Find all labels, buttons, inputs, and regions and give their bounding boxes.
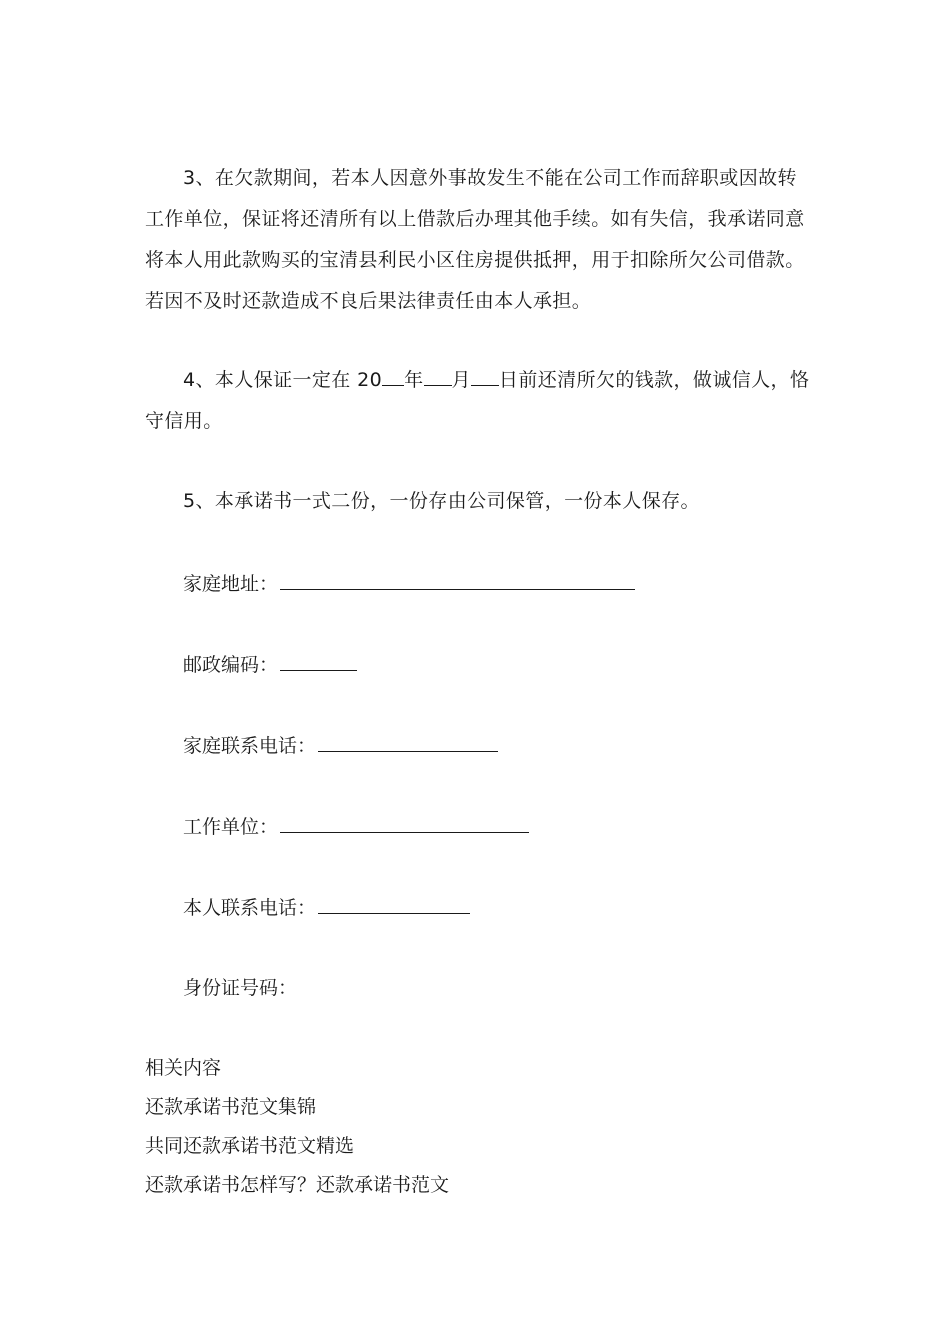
year-blank[interactable] bbox=[382, 367, 404, 386]
home-phone-blank[interactable] bbox=[318, 731, 498, 752]
related-link[interactable]: 共同还款承诺书范文精选 bbox=[145, 1135, 355, 1157]
work-unit-label: 工作单位： bbox=[183, 816, 279, 838]
personal-phone-blank[interactable] bbox=[318, 893, 470, 914]
clause-4-year-label: 年 bbox=[404, 369, 424, 391]
home-phone-label: 家庭联系电话： bbox=[183, 735, 317, 757]
home-address-label: 家庭地址： bbox=[183, 573, 279, 595]
day-blank[interactable] bbox=[471, 367, 499, 386]
postal-code-blank[interactable] bbox=[280, 650, 357, 671]
related-link[interactable]: 还款承诺书范文集锦 bbox=[145, 1096, 317, 1118]
clause-4-prefix: 4、本人保证一定在 20 bbox=[183, 369, 383, 391]
postal-code-field bbox=[183, 650, 357, 678]
id-number-label: 身份证号码： bbox=[183, 977, 298, 999]
work-unit-blank[interactable] bbox=[280, 812, 529, 833]
clause-4-paragraph bbox=[145, 360, 813, 442]
work-unit-field bbox=[183, 812, 529, 840]
home-address-blank[interactable] bbox=[280, 569, 635, 590]
personal-phone-label: 本人联系电话： bbox=[183, 897, 317, 919]
clause-3-paragraph: 3、在欠款期间，若本人因意外事故发生不能在公司工作而辞职或因故转工作单位，保证将还清所有以上借款后办理其他手续。如有失信，我承诺同意将本人用此款购买的宝清县利民小区住房提供抵押，用于扣除所欠公司借款。若因不及时还款造成不良后果法律责任由本人承担。 bbox=[145, 167, 805, 312]
related-link[interactable]: 还款承诺书怎样写？还款承诺书范文 bbox=[145, 1174, 450, 1196]
related-heading: 相关内容 bbox=[145, 1057, 222, 1079]
home-address-field bbox=[183, 569, 635, 597]
clause-4-suffix: 日前还清所欠的钱款，做诚信人，恪守信用。 bbox=[145, 369, 810, 432]
month-blank[interactable] bbox=[424, 367, 452, 386]
home-phone-field bbox=[183, 731, 498, 759]
clause-5-paragraph: 5、本承诺书一式二份，一份存由公司保管，一份本人保存。 bbox=[183, 490, 700, 512]
id-number-field bbox=[183, 975, 297, 1001]
personal-phone-field bbox=[183, 893, 470, 921]
clause-4-month-label: 月 bbox=[451, 369, 471, 391]
postal-code-label: 邮政编码： bbox=[183, 654, 279, 676]
